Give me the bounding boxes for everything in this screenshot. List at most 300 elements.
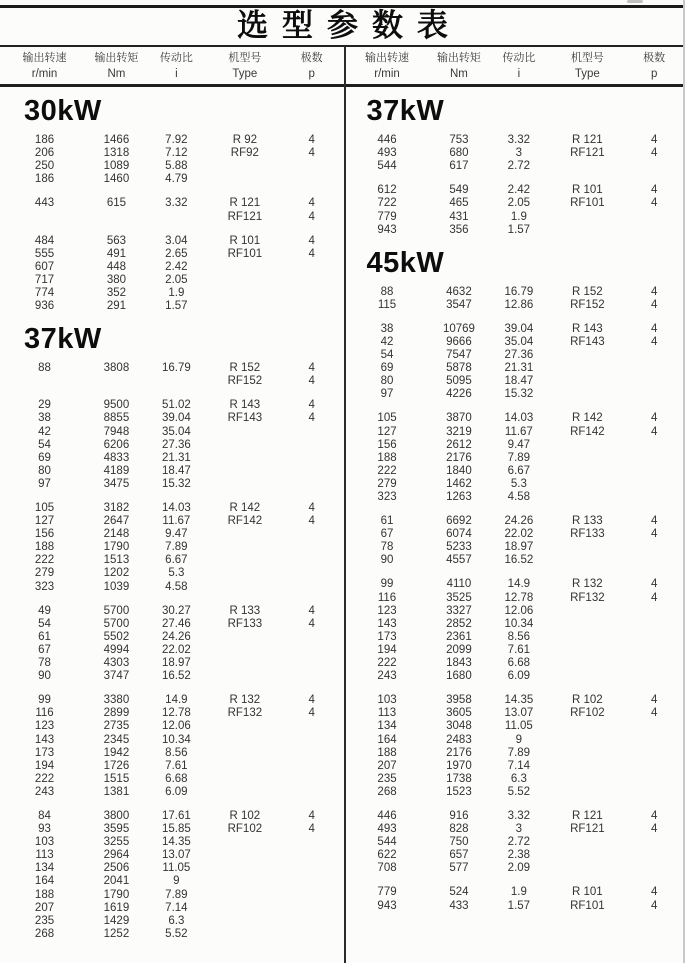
speed-cell: 88 bbox=[380, 285, 394, 298]
poles-cell: 4 bbox=[308, 197, 315, 210]
title-rule bbox=[0, 45, 685, 47]
header-poles bbox=[281, 50, 343, 84]
speed-cell: 105 bbox=[34, 502, 55, 515]
table-row bbox=[343, 184, 685, 197]
table-row bbox=[0, 147, 343, 160]
ratio-group bbox=[0, 605, 343, 684]
torque-cell: 4632 bbox=[446, 285, 472, 298]
torque-cell: 5233 bbox=[446, 541, 472, 554]
table-row bbox=[0, 928, 343, 941]
ratio-cell: 7.89 bbox=[165, 888, 188, 901]
header-torque-label: 输出转矩 bbox=[436, 52, 481, 64]
poles-cell: 4 bbox=[650, 425, 658, 438]
header-type-label: 机型号 bbox=[570, 52, 604, 64]
speed-cell: 90 bbox=[380, 554, 394, 567]
speed-cell: 61 bbox=[38, 630, 51, 643]
header-torque bbox=[432, 50, 487, 84]
table-row bbox=[343, 760, 685, 773]
ratio-cell: 16.79 bbox=[504, 285, 534, 298]
ratio-cell: 7.14 bbox=[507, 759, 531, 772]
ratio-group bbox=[0, 810, 343, 941]
ratio-cell: 3 bbox=[515, 823, 523, 836]
ratio-cell: 7.14 bbox=[165, 901, 188, 914]
speed-cell: 207 bbox=[377, 759, 397, 772]
torque-cell: 1252 bbox=[103, 927, 130, 940]
ratio-cell: 5.52 bbox=[507, 785, 531, 798]
table-row bbox=[0, 694, 343, 707]
torque-cell: 3525 bbox=[446, 591, 472, 604]
header-ratio-label: 传动比 bbox=[159, 52, 193, 64]
poles-cell: 4 bbox=[650, 515, 658, 528]
table-row bbox=[343, 134, 685, 147]
table-row bbox=[0, 515, 343, 528]
speed-cell: 42 bbox=[38, 425, 51, 438]
speed-cell: 279 bbox=[34, 567, 55, 580]
poles-cell: 4 bbox=[650, 335, 658, 348]
table-row bbox=[0, 478, 343, 491]
torque-cell: 5502 bbox=[103, 630, 130, 643]
ratio-cell: 21.31 bbox=[504, 362, 534, 375]
speed-cell: 143 bbox=[34, 733, 55, 746]
table-row bbox=[0, 300, 343, 313]
type-cell: RF101 bbox=[570, 899, 605, 912]
torque-cell: 9666 bbox=[446, 335, 472, 348]
type-cell: R 142 bbox=[229, 502, 261, 515]
header-poles bbox=[623, 50, 685, 84]
header-torque-label: 输出转矩 bbox=[94, 52, 139, 64]
ratio-cell: 21.31 bbox=[161, 451, 191, 464]
speed-cell: 38 bbox=[38, 412, 51, 425]
table-header-left bbox=[0, 50, 343, 84]
type-cell: RF132 bbox=[570, 591, 605, 604]
table-row bbox=[343, 733, 685, 746]
header-type-unit: Type bbox=[232, 68, 258, 80]
poles-cell: 4 bbox=[650, 578, 658, 591]
ratio-cell: 2.72 bbox=[507, 836, 531, 849]
torque-cell: 657 bbox=[449, 849, 469, 862]
ratio-cell: 5.52 bbox=[165, 927, 188, 940]
table-row bbox=[343, 592, 685, 605]
type-cell: RF121 bbox=[570, 823, 605, 836]
torque-cell: 448 bbox=[106, 260, 127, 273]
torque-cell: 5095 bbox=[446, 375, 472, 388]
torque-cell: 3327 bbox=[446, 604, 472, 617]
table-row bbox=[0, 261, 343, 274]
poles-cell: 4 bbox=[308, 515, 315, 528]
speed-cell: 69 bbox=[380, 362, 394, 375]
torque-cell: 3595 bbox=[103, 823, 130, 836]
speed-cell: 186 bbox=[34, 134, 55, 147]
torque-cell: 1619 bbox=[103, 901, 130, 914]
table-row bbox=[0, 657, 343, 670]
table-row bbox=[343, 197, 685, 210]
header-speed-unit: r/min bbox=[374, 68, 400, 80]
table-column-right bbox=[343, 88, 685, 963]
poles-cell: 4 bbox=[308, 234, 315, 247]
torque-cell: 1039 bbox=[103, 580, 130, 593]
type-cell: RF132 bbox=[227, 707, 263, 720]
table-row bbox=[0, 889, 343, 902]
speed-cell: 779 bbox=[377, 886, 397, 899]
torque-cell: 2345 bbox=[103, 733, 130, 746]
ratio-cell: 2.38 bbox=[507, 849, 531, 862]
ratio-cell: 3.32 bbox=[507, 809, 531, 822]
ratio-cell: 11.67 bbox=[162, 515, 191, 528]
ratio-cell: 8.56 bbox=[507, 630, 531, 643]
table-row bbox=[343, 554, 685, 567]
torque-cell: 4994 bbox=[103, 643, 130, 656]
speed-cell: 97 bbox=[380, 388, 394, 401]
ratio-cell: 4.58 bbox=[507, 491, 531, 504]
table-row bbox=[0, 375, 343, 388]
torque-cell: 916 bbox=[449, 809, 469, 822]
table-row bbox=[0, 274, 343, 287]
speed-cell: 936 bbox=[34, 300, 55, 313]
ratio-group bbox=[343, 134, 685, 173]
ratio-cell: 1.57 bbox=[165, 300, 188, 313]
torque-cell: 4833 bbox=[103, 451, 130, 464]
torque-cell: 1089 bbox=[103, 160, 130, 173]
torque-cell: 1790 bbox=[103, 541, 130, 554]
type-cell: RF92 bbox=[230, 147, 259, 160]
type-cell: R 101 bbox=[229, 234, 261, 247]
type-cell: R 142 bbox=[572, 412, 603, 425]
table-row bbox=[0, 439, 343, 452]
power-section-title: 30kW bbox=[24, 95, 102, 127]
torque-cell: 6692 bbox=[446, 515, 472, 528]
poles-cell: 4 bbox=[650, 886, 658, 899]
poles-cell: 4 bbox=[650, 197, 658, 210]
ratio-cell: 18.97 bbox=[504, 541, 534, 554]
table-row bbox=[343, 849, 685, 862]
poles-cell: 4 bbox=[650, 322, 658, 335]
poles-cell: 4 bbox=[308, 694, 315, 707]
speed-cell: 156 bbox=[377, 438, 397, 451]
ratio-cell: 1.9 bbox=[510, 886, 527, 899]
table-row bbox=[0, 720, 343, 733]
speed-cell: 607 bbox=[34, 260, 55, 273]
table-row bbox=[343, 478, 685, 491]
ratio-cell: 6.3 bbox=[168, 914, 185, 927]
speed-cell: 774 bbox=[34, 286, 55, 299]
ratio-cell: 12.06 bbox=[504, 604, 534, 617]
speed-cell: 206 bbox=[34, 147, 55, 160]
ratio-group bbox=[0, 362, 343, 388]
torque-cell: 291 bbox=[106, 300, 127, 313]
ratio-cell: 7.61 bbox=[507, 643, 531, 656]
torque-cell: 1466 bbox=[103, 134, 130, 147]
poles-cell: 4 bbox=[308, 399, 315, 412]
torque-cell: 3182 bbox=[103, 502, 130, 515]
ratio-cell: 6.67 bbox=[507, 464, 531, 477]
header-poles-unit: p bbox=[308, 68, 315, 80]
type-cell: RF102 bbox=[570, 707, 605, 720]
torque-cell: 3255 bbox=[103, 836, 130, 849]
table-row bbox=[0, 618, 343, 631]
speed-cell: 622 bbox=[377, 849, 397, 862]
type-cell: RF142 bbox=[570, 425, 605, 438]
torque-cell: 1942 bbox=[103, 746, 130, 759]
table-row bbox=[343, 465, 685, 478]
table-row bbox=[0, 362, 343, 375]
speed-cell: 173 bbox=[34, 746, 55, 759]
table-row bbox=[343, 388, 685, 401]
speed-cell: 99 bbox=[38, 694, 51, 707]
header-speed bbox=[0, 50, 89, 84]
ratio-group bbox=[343, 323, 685, 402]
header-poles-label: 极数 bbox=[300, 52, 323, 64]
torque-cell: 3380 bbox=[103, 694, 130, 707]
ratio-cell: 2.05 bbox=[165, 273, 188, 286]
table-row bbox=[343, 452, 685, 465]
table-row bbox=[343, 810, 685, 823]
table-row bbox=[343, 694, 685, 707]
torque-cell: 1263 bbox=[446, 491, 472, 504]
torque-cell: 1843 bbox=[446, 657, 472, 670]
torque-cell: 680 bbox=[449, 147, 469, 160]
page-title: 选型参数表 bbox=[237, 8, 462, 43]
speed-cell: 127 bbox=[377, 425, 397, 438]
torque-cell: 2099 bbox=[446, 643, 472, 656]
ratio-cell: 6.68 bbox=[507, 657, 531, 670]
table-row bbox=[0, 862, 343, 875]
speed-cell: 90 bbox=[38, 670, 51, 683]
torque-cell: 1429 bbox=[103, 914, 130, 927]
poles-cell: 4 bbox=[308, 147, 315, 160]
torque-cell: 549 bbox=[449, 184, 469, 197]
type-cell: R 101 bbox=[572, 886, 603, 899]
speed-cell: 484 bbox=[34, 234, 55, 247]
table-row bbox=[343, 491, 685, 504]
ratio-cell: 7.12 bbox=[165, 147, 188, 160]
speed-cell: 446 bbox=[377, 134, 397, 147]
ratio-cell: 35.04 bbox=[161, 425, 191, 438]
table-row bbox=[0, 452, 343, 465]
table-row bbox=[343, 210, 685, 223]
poles-cell: 4 bbox=[650, 591, 658, 604]
torque-cell: 828 bbox=[449, 823, 469, 836]
type-cell: R 132 bbox=[229, 694, 261, 707]
ratio-cell: 7.89 bbox=[507, 746, 531, 759]
torque-cell: 2506 bbox=[103, 862, 130, 875]
table-row bbox=[0, 747, 343, 760]
poles-cell: 4 bbox=[308, 809, 315, 822]
torque-cell: 1840 bbox=[446, 464, 472, 477]
speed-cell: 116 bbox=[35, 707, 54, 720]
ratio-cell: 3.32 bbox=[507, 134, 531, 147]
type-cell: RF133 bbox=[227, 617, 263, 630]
table-row bbox=[343, 439, 685, 452]
type-cell: RF152 bbox=[227, 375, 263, 388]
type-cell: R 143 bbox=[229, 399, 261, 412]
ratio-cell: 6.67 bbox=[165, 554, 188, 567]
speed-cell: 243 bbox=[377, 670, 397, 683]
torque-cell: 1202 bbox=[103, 567, 130, 580]
ratio-group bbox=[0, 399, 343, 491]
header-ratio-unit: i bbox=[175, 68, 178, 80]
ratio-cell: 24.26 bbox=[504, 515, 534, 528]
torque-cell: 1460 bbox=[103, 173, 130, 186]
speed-cell: 164 bbox=[377, 733, 397, 746]
torque-cell: 5700 bbox=[103, 604, 130, 617]
speed-cell: 323 bbox=[377, 491, 397, 504]
torque-cell: 1680 bbox=[446, 670, 472, 683]
torque-cell: 2361 bbox=[446, 630, 472, 643]
torque-cell: 4557 bbox=[446, 554, 472, 567]
speed-cell: 188 bbox=[34, 541, 55, 554]
ratio-cell: 12.86 bbox=[504, 298, 534, 311]
speed-cell: 69 bbox=[38, 451, 51, 464]
table-row bbox=[343, 747, 685, 760]
speed-cell: 99 bbox=[380, 578, 394, 591]
table-row bbox=[343, 605, 685, 618]
speed-cell: 493 bbox=[377, 823, 397, 836]
speed-cell: 115 bbox=[377, 298, 397, 311]
header-rule bbox=[0, 84, 685, 87]
ratio-cell: 15.85 bbox=[161, 823, 191, 836]
ratio-cell: 11.05 bbox=[504, 720, 533, 733]
ratio-cell: 1.9 bbox=[510, 210, 527, 223]
header-speed-label: 输出转速 bbox=[22, 52, 67, 64]
poles-cell: 4 bbox=[308, 362, 315, 375]
torque-cell: 2483 bbox=[446, 733, 472, 746]
speed-cell: 84 bbox=[38, 809, 51, 822]
ratio-cell: 12.78 bbox=[504, 591, 534, 604]
ratio-cell: 16.52 bbox=[161, 670, 191, 683]
torque-cell: 2612 bbox=[446, 438, 472, 451]
poles-cell: 4 bbox=[308, 617, 315, 630]
ratio-cell: 3.32 bbox=[165, 197, 188, 210]
table-row bbox=[0, 849, 343, 862]
table-row bbox=[0, 134, 343, 147]
speed-cell: 186 bbox=[34, 173, 55, 186]
header-poles-label: 极数 bbox=[643, 52, 666, 64]
type-cell: RF121 bbox=[227, 210, 263, 223]
speed-cell: 127 bbox=[34, 515, 55, 528]
poles-cell: 4 bbox=[650, 528, 658, 541]
speed-cell: 443 bbox=[34, 197, 55, 210]
torque-cell: 2148 bbox=[103, 528, 130, 541]
speed-cell: 222 bbox=[34, 772, 55, 785]
ratio-cell: 18.47 bbox=[161, 464, 191, 477]
speed-cell: 243 bbox=[34, 785, 55, 798]
ratio-cell: 7.89 bbox=[507, 451, 531, 464]
type-cell: R 92 bbox=[232, 134, 258, 147]
ratio-cell: 35.04 bbox=[504, 335, 534, 348]
ratio-cell: 13.07 bbox=[161, 849, 191, 862]
torque-cell: 4303 bbox=[103, 657, 130, 670]
ratio-cell: 30.27 bbox=[161, 604, 191, 617]
torque-cell: 2852 bbox=[446, 617, 472, 630]
ratio-cell: 6.09 bbox=[507, 670, 531, 683]
table-column-left bbox=[0, 88, 343, 963]
type-cell: R 152 bbox=[229, 362, 261, 375]
ratio-cell: 39.04 bbox=[161, 412, 191, 425]
speed-cell: 722 bbox=[377, 197, 397, 210]
speed-cell: 113 bbox=[377, 707, 397, 720]
ratio-cell: 18.47 bbox=[504, 375, 534, 388]
table-row bbox=[0, 902, 343, 915]
torque-cell: 4110 bbox=[446, 578, 472, 591]
torque-cell: 753 bbox=[449, 134, 469, 147]
torque-cell: 8855 bbox=[103, 412, 130, 425]
ratio-cell: 22.02 bbox=[161, 643, 191, 656]
speed-cell: 268 bbox=[34, 927, 55, 940]
power-section-title: 37kW bbox=[366, 95, 445, 127]
poles-cell: 4 bbox=[650, 147, 658, 160]
torque-cell: 491 bbox=[106, 247, 127, 260]
speed-cell: 38 bbox=[380, 322, 394, 335]
type-cell: RF133 bbox=[570, 528, 605, 541]
speed-cell: 123 bbox=[34, 720, 55, 733]
torque-cell: 577 bbox=[449, 862, 469, 875]
table-row bbox=[0, 915, 343, 928]
header-type-unit: Type bbox=[574, 68, 600, 80]
table-row bbox=[343, 541, 685, 554]
table-row bbox=[343, 578, 685, 591]
speed-cell: 446 bbox=[377, 809, 397, 822]
table-row bbox=[0, 823, 343, 836]
speed-cell: 29 bbox=[38, 399, 51, 412]
poles-cell: 4 bbox=[650, 899, 658, 912]
ratio-cell: 6.3 bbox=[510, 772, 527, 785]
torque-cell: 1790 bbox=[103, 888, 130, 901]
torque-cell: 1462 bbox=[446, 477, 472, 490]
ratio-cell: 16.52 bbox=[504, 554, 534, 567]
ratio-cell: 18.97 bbox=[161, 657, 191, 670]
table-row bbox=[343, 299, 685, 312]
torque-cell: 1523 bbox=[446, 785, 472, 798]
ratio-group bbox=[343, 412, 685, 504]
torque-cell: 1970 bbox=[446, 759, 472, 772]
poles-cell: 4 bbox=[650, 809, 658, 822]
ratio-cell: 27.46 bbox=[161, 617, 191, 630]
ratio-cell: 14.03 bbox=[504, 412, 534, 425]
speed-cell: 61 bbox=[380, 515, 394, 528]
speed-cell: 250 bbox=[34, 160, 55, 173]
speed-cell: 88 bbox=[38, 362, 51, 375]
type-cell: R 101 bbox=[572, 184, 603, 197]
torque-cell: 750 bbox=[449, 836, 469, 849]
ratio-cell: 11.05 bbox=[162, 862, 191, 875]
speed-cell: 78 bbox=[380, 541, 394, 554]
torque-cell: 9500 bbox=[103, 399, 130, 412]
speed-cell: 97 bbox=[38, 477, 51, 490]
header-speed bbox=[343, 50, 432, 84]
table-row bbox=[0, 248, 343, 261]
ratio-cell: 6.09 bbox=[165, 785, 188, 798]
ratio-cell: 2.65 bbox=[165, 247, 188, 260]
poles-cell: 4 bbox=[308, 502, 315, 515]
table-row bbox=[343, 286, 685, 299]
type-cell: R 121 bbox=[229, 197, 261, 210]
speed-cell: 222 bbox=[377, 464, 397, 477]
table-row bbox=[0, 631, 343, 644]
table-row bbox=[0, 528, 343, 541]
ratio-cell: 5.3 bbox=[510, 477, 527, 490]
header-type bbox=[551, 50, 623, 84]
table-row bbox=[0, 160, 343, 173]
speed-cell: 116 bbox=[377, 591, 397, 604]
speed-cell: 222 bbox=[377, 657, 397, 670]
speed-cell: 134 bbox=[377, 720, 397, 733]
speed-cell: 544 bbox=[377, 160, 397, 173]
torque-cell: 3475 bbox=[103, 477, 130, 490]
speed-cell: 49 bbox=[38, 604, 51, 617]
speed-cell: 943 bbox=[377, 223, 397, 236]
ratio-cell: 39.04 bbox=[504, 322, 534, 335]
speed-cell: 555 bbox=[34, 247, 55, 260]
